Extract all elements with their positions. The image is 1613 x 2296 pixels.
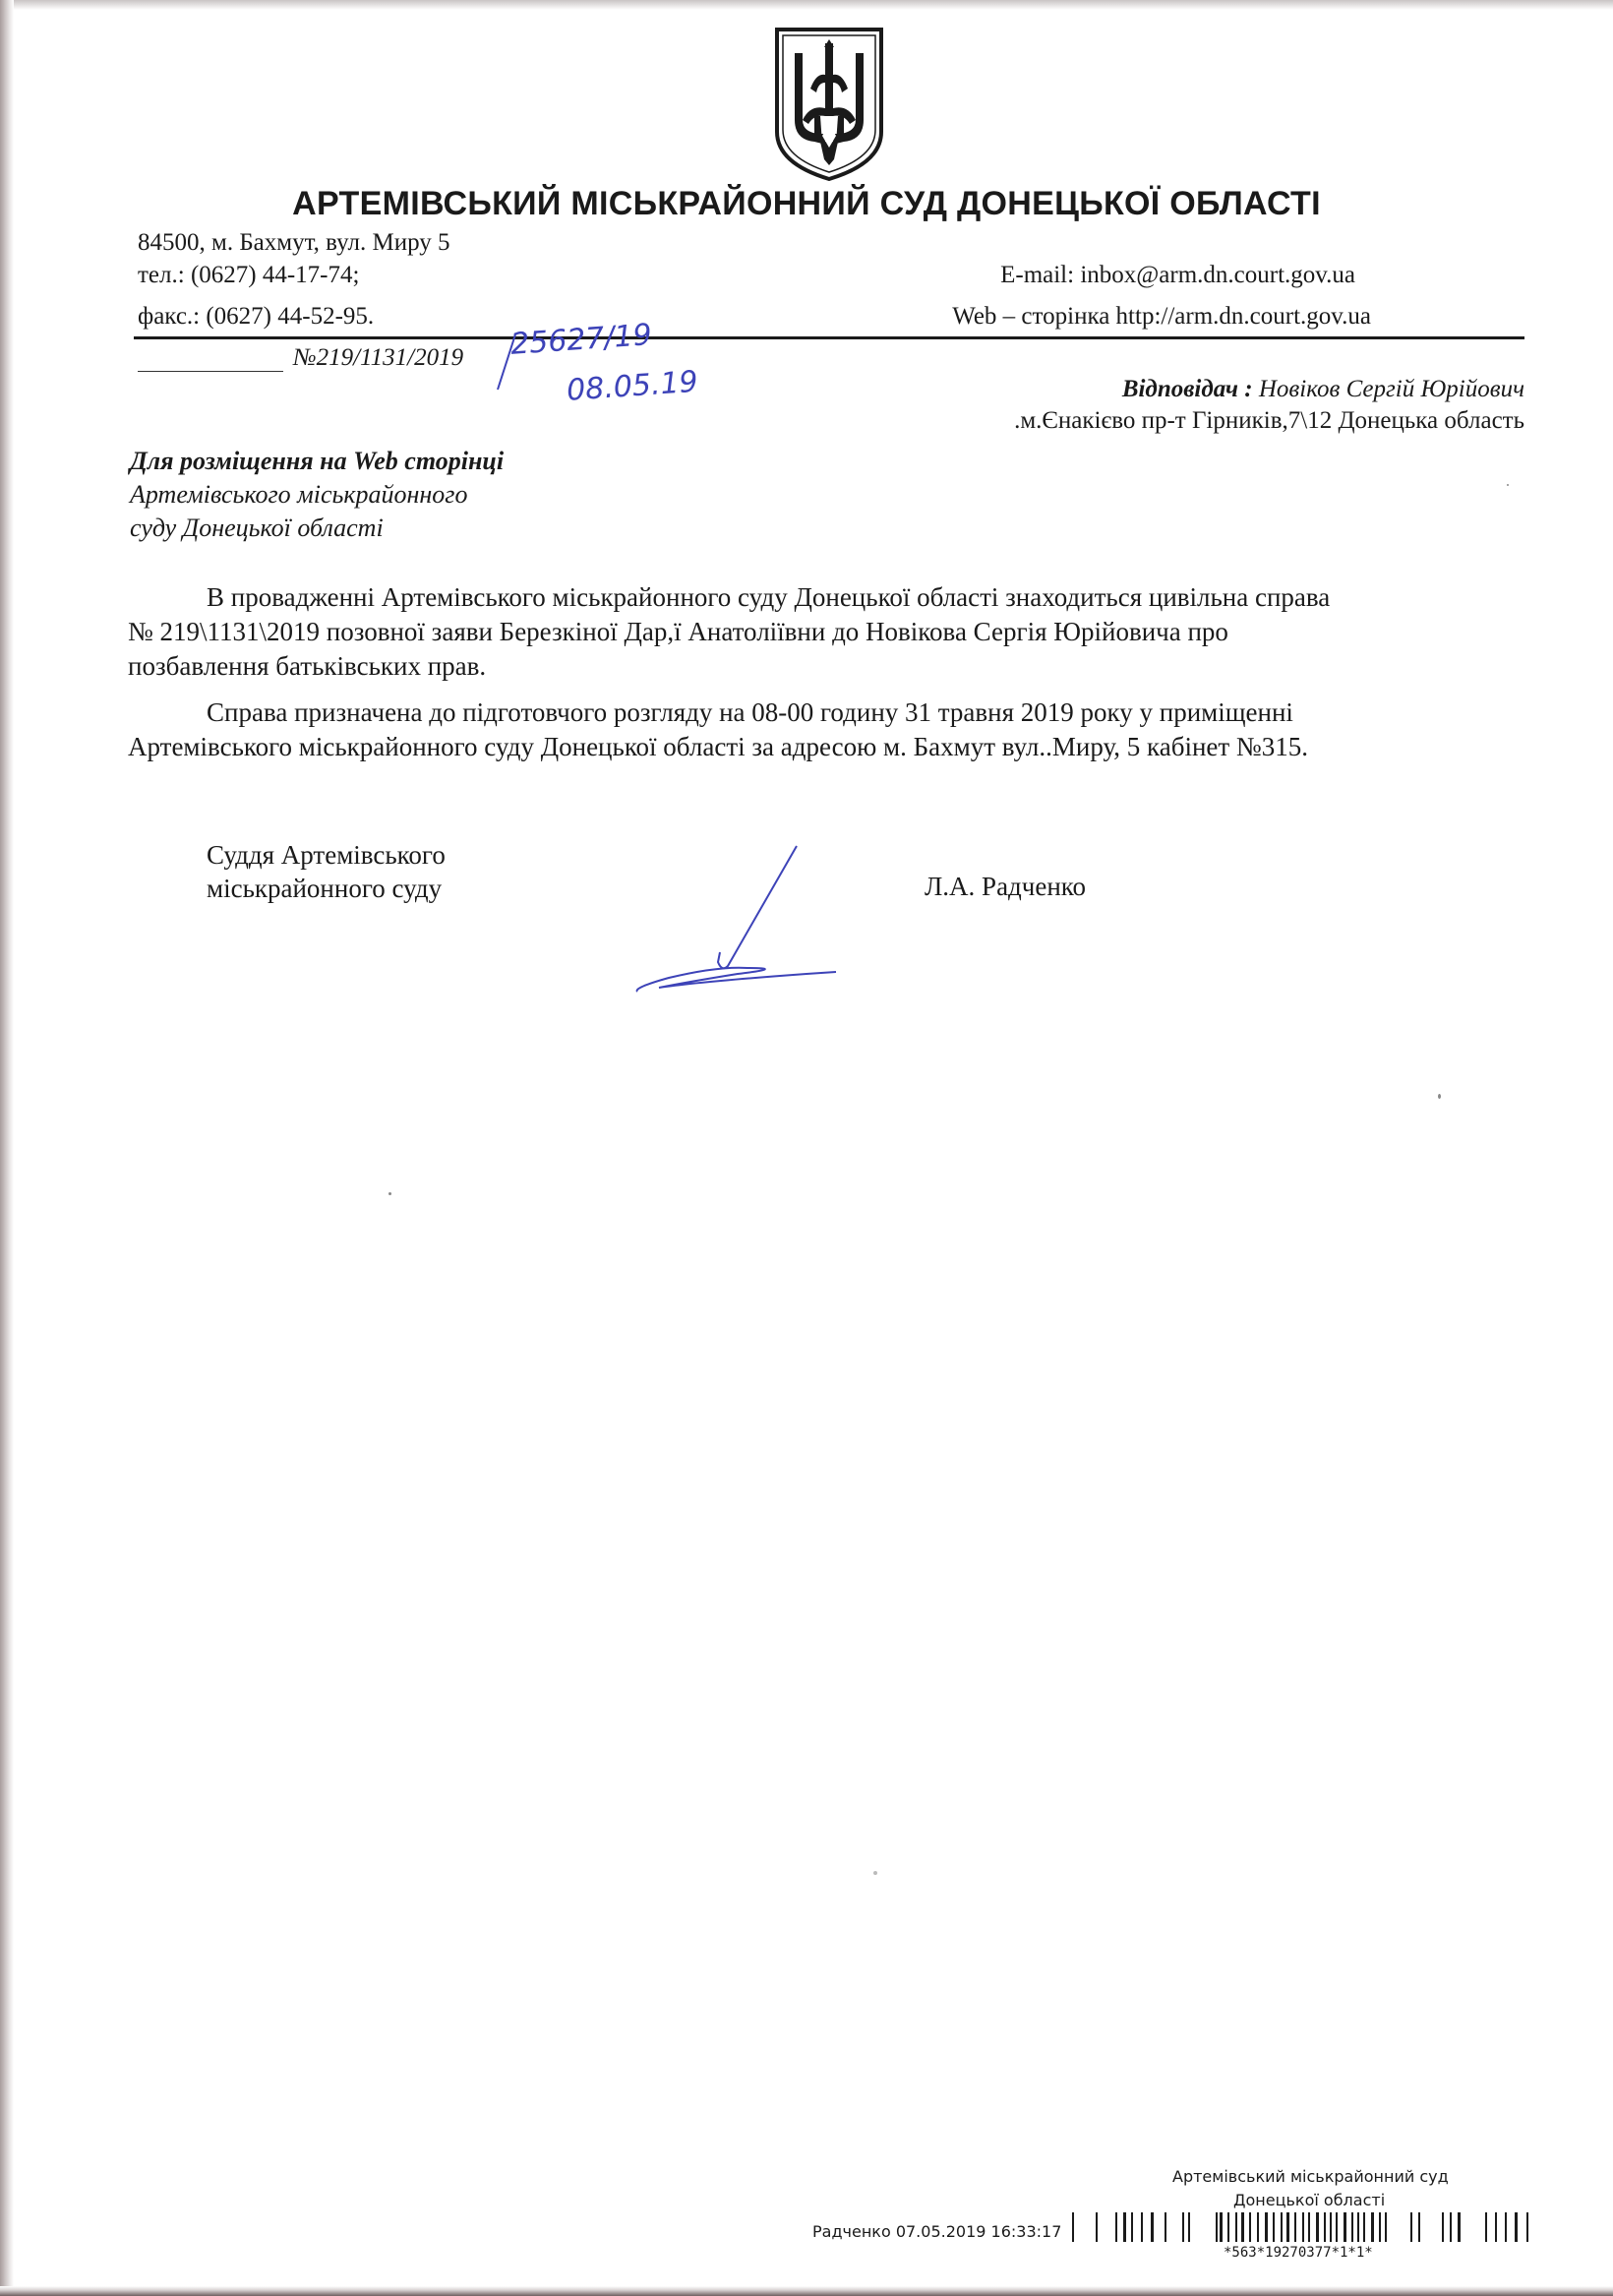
judge-name: Л.А. Радченко xyxy=(925,872,1087,901)
judge-position-line-2: міськрайонного суду xyxy=(207,874,443,903)
court-email: E-mail: inbox@arm.dn.court.gov.ua xyxy=(1000,262,1355,288)
barcode-number: *563*19270377*1*1* xyxy=(1224,2245,1373,2261)
defendant-line xyxy=(1122,376,1524,403)
coat-of-arms-icon xyxy=(771,26,887,181)
web-placement-line-2: Артемівського міськрайонного xyxy=(130,480,468,509)
judge-signature xyxy=(629,844,846,1001)
scan-speck xyxy=(388,1192,391,1195)
scan-edge-left xyxy=(0,0,14,2296)
hearing-paragraph-line: Справа призначена до підготовчого розгляду на 08-00 годину 31 травня 2019 року у приміщенні xyxy=(207,697,1293,727)
header-divider xyxy=(134,336,1524,339)
scan-speck xyxy=(1507,484,1509,486)
handwritten-registration-date: 08.05.19 xyxy=(566,364,699,408)
scan-edge-top xyxy=(0,0,1613,10)
scan-speck xyxy=(873,1871,877,1875)
outgoing-date-blank xyxy=(138,371,283,372)
defendant-name: Новіков Сергій Юрійович xyxy=(1258,376,1524,402)
stamp-court-line-2: Донецької області xyxy=(1233,2191,1386,2209)
case-paragraph-line: В провадженні Артемівського міськрайонного суду Донецької області знаходиться цивільна справа xyxy=(207,582,1331,612)
stamp-signer-timestamp: Радченко 07.05.2019 16:33:17 xyxy=(812,2222,1062,2241)
stamp-court-line-1: Артемівський міськрайонний суд xyxy=(1172,2167,1449,2186)
handwritten-registration-number: 25627/19 xyxy=(509,317,653,362)
court-title: АРТЕМІВСЬКИЙ МІСЬКРАЙОННИЙ СУД ДОНЕЦЬКОЇ ОБЛАСТІ xyxy=(292,185,1321,222)
hearing-paragraph xyxy=(128,695,1495,764)
court-address: 84500, м. Бахмут, вул. Миру 5 xyxy=(138,229,450,256)
hearing-paragraph-line: Артемівського міськрайонного суду Донецької області за адресою м. Бахмут вул..Миру, 5 кабінет №315. xyxy=(128,732,1308,761)
case-paragraph-line: позбавлення батьківських прав. xyxy=(128,651,487,681)
court-website: Web – сторінка http://arm.dn.court.gov.ua xyxy=(952,303,1371,330)
court-phone: тел.: (0627) 44-17-74; xyxy=(138,262,360,288)
defendant-address: .м.Єнакієво пр-т Гірників,7\12 Донецька область xyxy=(1014,407,1524,434)
scan-edge-bottom xyxy=(0,2286,1613,2296)
judge-position-line-1: Суддя Артемівського xyxy=(207,840,446,870)
web-placement-heading: Для розміщення на Web сторінці xyxy=(130,447,505,475)
scan-speck xyxy=(1438,1094,1441,1099)
court-fax: факс.: (0627) 44-52-95. xyxy=(138,303,375,330)
outgoing-number: №219/1131/2019 xyxy=(293,344,464,371)
defendant-label: Відповідач : xyxy=(1121,376,1253,402)
web-placement-line-3: суду Донецької області xyxy=(130,514,384,542)
case-paragraph-line: № 219\1131\2019 позовної заяви Березкіної Дар,ї Анатоліївни до Новікова Сергія Юрійовича про xyxy=(128,617,1228,646)
case-paragraph xyxy=(128,580,1495,684)
document-barcode xyxy=(1072,2210,1550,2244)
